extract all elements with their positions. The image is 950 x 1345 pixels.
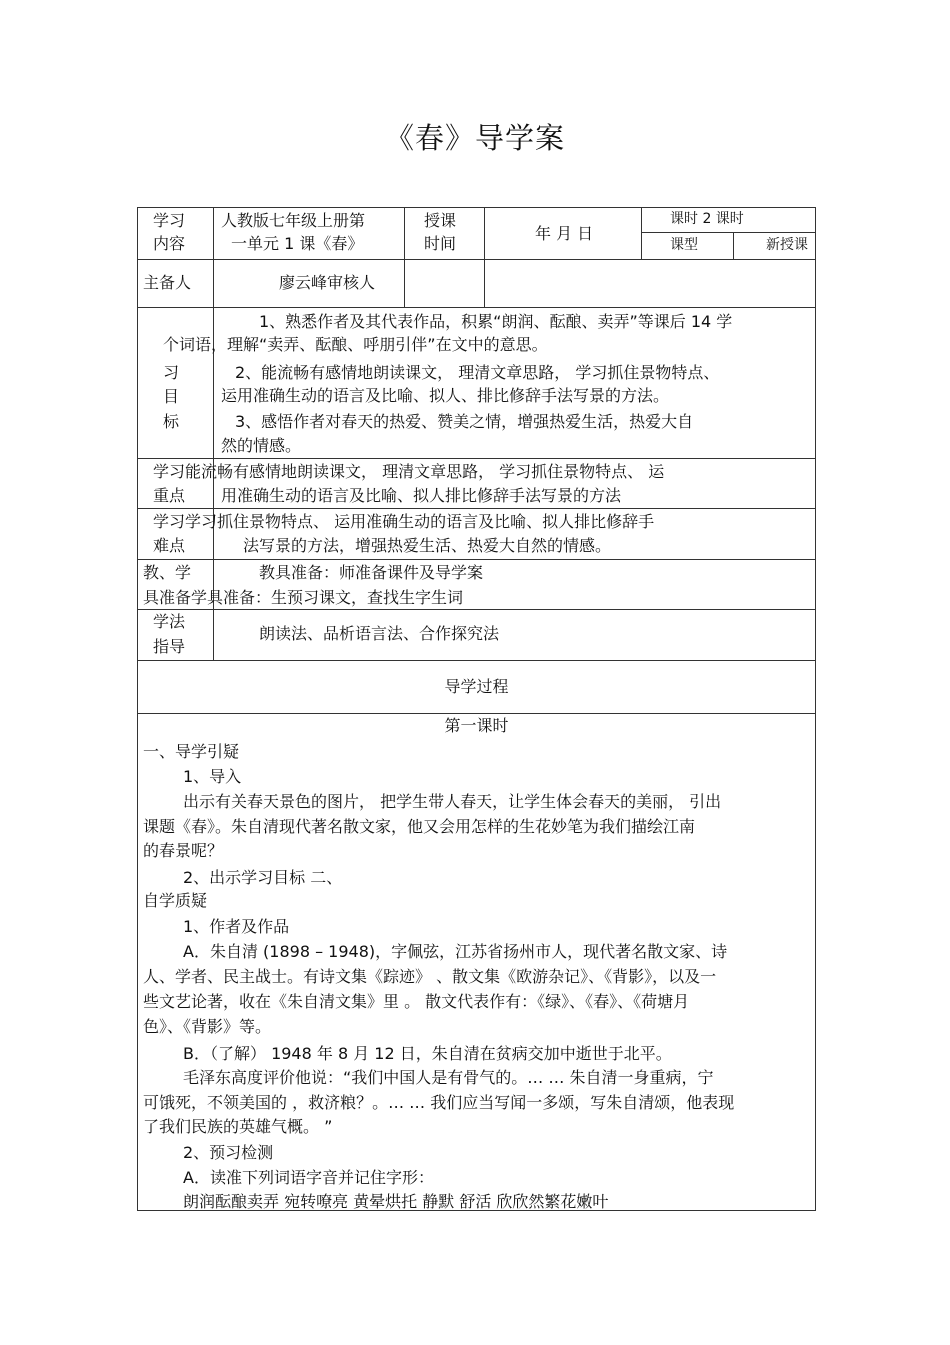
lesson-line: 1、作者及作品 — [183, 917, 290, 936]
materials-label: 教、学 — [143, 563, 192, 582]
objective-line: 然的情感。 — [221, 436, 302, 455]
key-points-label: 重点 — [153, 486, 186, 505]
lesson-line: 毛泽东高度评价他说：“我们中国人是有骨气的。… … 朱自清一身重病，宁 — [183, 1068, 714, 1087]
lesson-line: 自学质疑 — [143, 891, 208, 910]
column-divider — [641, 207, 642, 259]
preparer-value: 廖云峰审核人 — [279, 273, 376, 292]
objectives-label: 标 — [163, 412, 180, 431]
key-points-text: 用准确生动的语言及比喻、拟人排比修辞手法写景的方法 — [221, 486, 622, 505]
date-field: 年 月 日 — [535, 224, 594, 243]
difficulties-label: 难点 — [153, 536, 186, 555]
lesson-line: 1、导入 — [183, 767, 242, 786]
objective-line: 2、能流畅有感情地朗读课文， 理清文章思路， 学习抓住景物特点、 — [235, 363, 720, 382]
methods-label: 学法 — [153, 612, 186, 631]
process-title: 导学过程 — [444, 677, 509, 696]
row-divider — [137, 458, 816, 459]
content-value: 一单元 1 课《春》 — [231, 234, 364, 253]
cell-divider — [641, 232, 816, 233]
row-divider — [137, 609, 816, 610]
lesson-line: 2、预习检测 — [183, 1143, 274, 1162]
lesson-line: 人、学者、民主战士。有诗文集《踪迹》 、散文集《欧游杂记》、《背影》，以及一 — [143, 967, 717, 986]
lesson-line: 一、导学引疑 — [143, 742, 240, 761]
difficulties-text: 学习学习抓住景物特点、 运用准确生动的语言及比喻、拟人排比修辞手 — [153, 512, 655, 531]
lesson-line: 2、出示学习目标 二、 — [183, 868, 343, 887]
lesson-line: 可饿死，不领美国的 ，救济粮？。… … 我们应当写闻一多颂，写朱自清颂，他表现 — [143, 1093, 735, 1112]
objectives-label: 目 — [163, 387, 180, 406]
lesson-line: B．（了解） 1948 年 8 月 12 日，朱自清在贫病交加中逝世于北平。 — [183, 1044, 672, 1063]
lesson-line: 课题《春》。朱自清现代著名散文家，他又会用怎样的生花妙笔为我们描绘江南 — [143, 817, 696, 836]
lesson-line: 了我们民族的英雄气概。 ” — [143, 1117, 333, 1136]
objective-line: 个词语，理解“卖弄、酝酿、呼朋引伴”在文中的意思。 — [163, 335, 548, 354]
row-divider — [137, 713, 816, 714]
lesson-line: 色》、《背影》等。 — [143, 1017, 272, 1036]
class-hours: 课时 2 课时 — [670, 211, 744, 227]
objective-line: 1、熟悉作者及其代表作品，积累“朗润、酝酿、卖弄”等课后 14 学 — [259, 312, 733, 331]
objectives-label: 习 — [163, 363, 180, 382]
row-divider — [137, 559, 816, 560]
objective-line: 运用准确生动的语言及比喻、拟人、排比修辞手法写景的方法。 — [221, 386, 670, 405]
lesson-type-label: 课型 — [670, 237, 698, 253]
lesson-line: A．朱自清 (1898 – 1948)，字佩弦，江苏省扬州市人，现代著名散文家、诗 — [183, 942, 728, 961]
column-divider — [484, 207, 485, 307]
key-points-text: 学习能流畅有感情地朗读课文， 理清文章思路， 学习抓住景物特点、 运 — [153, 462, 665, 481]
row-divider — [137, 259, 816, 260]
content-label: 学习 — [153, 211, 186, 230]
time-label: 授课 — [424, 211, 457, 230]
row-divider — [137, 307, 816, 308]
methods-value: 朗读法、品析语言法、合作探究法 — [259, 624, 500, 643]
materials-text: 具准备学具准备：生预习课文，查找生字生词 — [143, 588, 464, 607]
content-label: 内容 — [153, 234, 186, 253]
column-divider — [404, 207, 405, 307]
row-divider — [137, 660, 816, 661]
materials-text: 教具准备：师准备课件及导学案 — [259, 563, 484, 582]
page-title: 《春》导学案 — [384, 121, 565, 155]
content-value: 人教版七年级上册第 — [221, 211, 366, 230]
lesson-line: A．读准下列词语字音并记住字形： — [183, 1168, 434, 1187]
lesson-type-value: 新授课 — [766, 237, 808, 253]
preparer-label: 主备人 — [143, 273, 192, 292]
lesson-line: 些文艺论著，收在《朱自清文集》里 。 散文代表作有：《绿》、《春》、《荷塘月 — [143, 992, 690, 1011]
lesson-heading: 第一课时 — [444, 716, 509, 735]
objective-line: 3、感悟作者对春天的热爱、赞美之情，增强热爱生活，热爱大自 — [235, 412, 694, 431]
difficulties-text: 法写景的方法，增强热爱生活、热爱大自然的情感。 — [243, 536, 612, 555]
methods-label: 指导 — [153, 637, 186, 656]
column-divider — [733, 232, 734, 259]
time-label: 时间 — [424, 234, 457, 253]
row-divider — [137, 508, 816, 509]
lesson-line: 出示有关春天景色的图片， 把学生带人春天，让学生体会春天的美丽， 引出 — [183, 792, 722, 811]
vocabulary-line: 朗润酝酿卖弄 宛转嘹亮 黄晕烘托 静默 舒活 欣欣然繁花嫩叶 — [183, 1192, 609, 1211]
lesson-line: 的春景呢？ — [143, 841, 224, 860]
